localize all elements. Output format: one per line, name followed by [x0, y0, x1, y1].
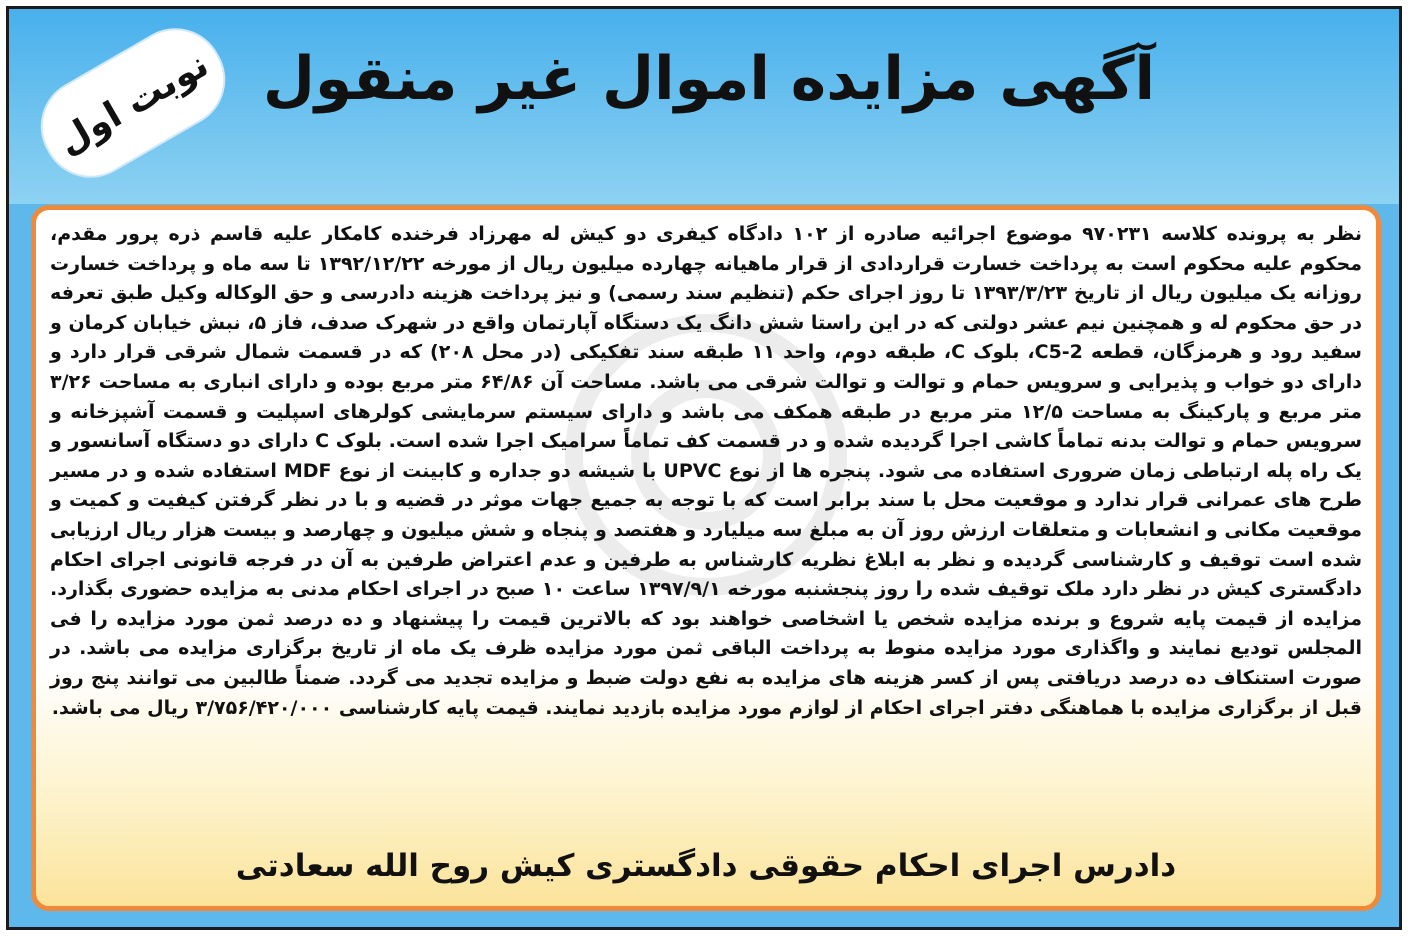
- notice-signature: دادرس اجرای احکام حقوقی دادگستری کیش روح الله سعادتی: [235, 848, 1177, 884]
- badge-label: نوبت اول: [50, 43, 216, 163]
- notice-body-panel: [31, 205, 1381, 911]
- notice-title: آگهی مزایده اموال غیر منقول: [262, 44, 1156, 114]
- notice-frame: [6, 6, 1402, 930]
- notice-body-text: نظر به پرونده کلاسه ۹۷۰۲۳۱ موضوع اجرائیه صادره از ۱۰۲ دادگاه کیفری دو کیش له مهرزاد فرخنده کامکار علیه قاسم ذره پرور مقدم، محکوم علیه محکوم است به پرداخت خسارت قراردادی از قرار ماهیانه چهارده میلیون ریال از مورخه ۱۳۹۲/۱۲/۲۲ تا سه ماه و پرداخت خسارت روزانه یک میلیون ریال از تاریخ ۱۳۹۳/۳/۲۳ تا روز اجرای حکم (تنظیم سند رسمی) و نیز پرداخت هزینه دادرسی و حق الوکاله وکیل طبق تعرفه در حق محکوم له و همچنین نیم عشر دولتی که در این راستا شش دانگ یک دستگاه آپارتمان واقع در شهرک صدف، فاز ۵، نبش خیابان کرمان و سفید رود و هرمزگان، قطعه C5-2، بلوک C، طبقه دوم، واحد ۱۱ طبقه سند تفکیکی (در محل ۲۰۸) که در قسمت شمال شرقی قرار دارد و دارای دو خواب و پذیرایی و سرویس حمام و توالت و توالت شرقی می باشد. مساحت آن ۶۴/۸۶ متر مربع بوده و دارای انباری به مساحت ۳/۲۶ متر مربع و پارکینگ به مساحت ۱۲/۵ متر مربع در طبقه همکف می باشد و دارای سیستم سرمایشی کولرهای اسپلیت و قسمت آشپزخانه و سرویس حمام و توالت بدنه تماماً کاشی اجرا گردیده شده و در قسمت کف تماماً سرامیک اجرا شده است. بلوک C دارای دو دستگاه آسانسور و یک راه پله ارتباطی زمان ضروری استفاده می شود. پنجره ها از نوع UPVC با شیشه دو جداره و کابینت از نوع MDF استفاده شده و در مسیر طرح های عمرانی قرار ندارد و موقعیت محل با سند برابر است که با توجه به جمیع جهات موثر در قضیه و با در نظر گرفتن کیفیت و کمیت و موقعیت مکانی و انشعابات و متعلقات ارزش روز آن به مبلغ سه میلیارد و هفتصد و پنجاه و شش میلیون و چهارصد و بیست هزار ریال ارزیابی شده است توقیف و کارشناسی گردیده و نظر به ابلاغ نظریه کارشناس به طرفین و عدم اعتراض طرفین به آن در فرجه قانونی اجرای احکام دادگستری کیش در نظر دارد ملک توقیف شده را روز پنجشنبه مورخه ۱۳۹۷/۹/۱ ساعت ۱۰ صبح در اجرای احکام مدنی به مزایده حضوری بگذارد. مزایده از قیمت پایه شروع و برنده مزایده شخص یا اشخاصی خواهند بود که بالاترین قیمت را پیشنهاد و ده درصد ثمن مورد مزایده را فی المجلس تودیع نمایند و واگذاری مورد مزایده منوط به پرداخت الباقی ثمن مورد مزایده ظرف یک ماه از تاریخ برگزاری مزایده می باشد. در صورت استنکاف ده درصد دریافتی پس از کسر هزینه های مزایده به نفع دولت ضبط و مزایده تجدید می گردد. ضمناً طالبین می توانند پنج روز قبل از برگزاری مزایده با هماهنگی دفتر اجرای احکام از لوازم مورد مزایده بازدید نمایند. قیمت پایه کارشناسی ۳/۷۵۶/۴۲۰/۰۰۰ ریال می باشد.: [50, 223, 1363, 719]
